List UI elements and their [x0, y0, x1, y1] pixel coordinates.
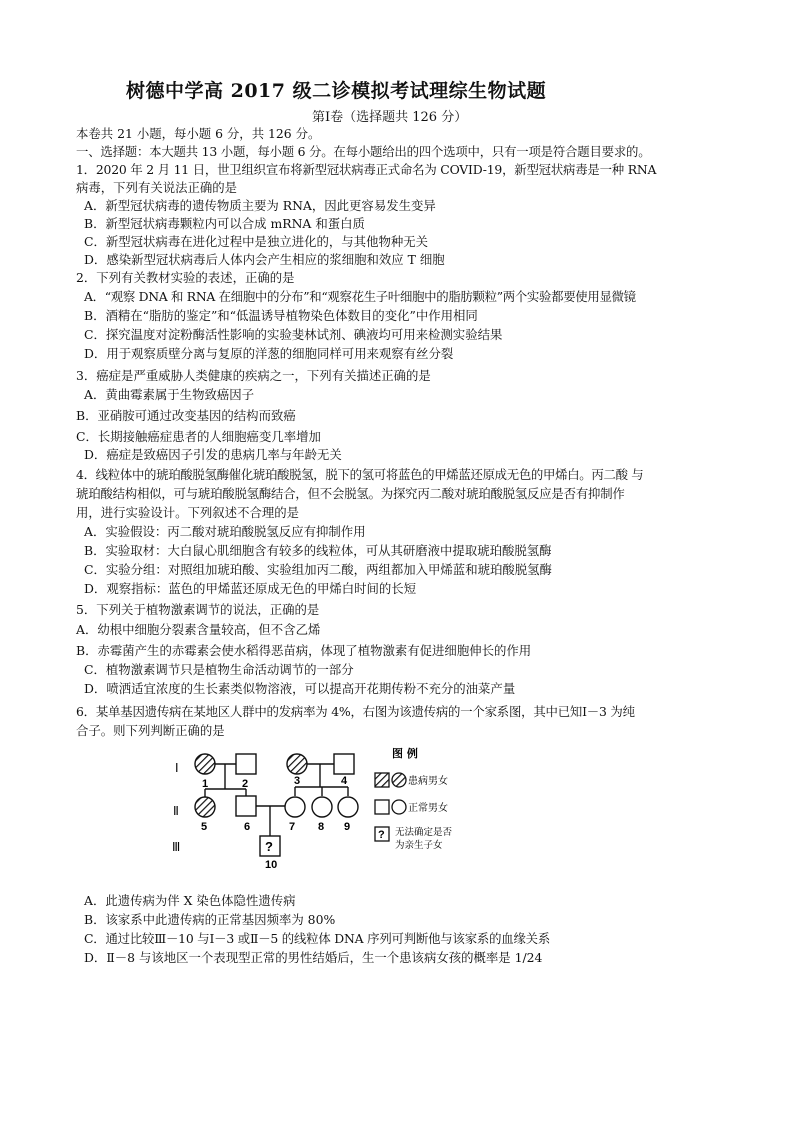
q6-stem-line-2: 合子。则下列判断正确的是 [76, 723, 225, 738]
q1-option-a: A．新型冠状病毒的遗传物质主要为 RNA，因此更容易发生变异 [84, 198, 436, 213]
q1-stem-line-2: 病毒，下列有关说法正确的是 [76, 180, 238, 195]
individual-4-normal-male [334, 754, 354, 774]
q6-option-b: B．该家系中此遗传病的正常基因频率为 80% [84, 912, 336, 927]
q2-option-d: D．用于观察质壁分离与复原的洋葱的细胞同样可用来观察有丝分裂 [84, 346, 454, 361]
individual-8-normal-female [312, 797, 332, 817]
q1-option-d: D．感染新型冠状病毒后人体内会产生相应的浆细胞和效应 T 细胞 [84, 252, 445, 267]
generation-label-iii: Ⅲ [172, 840, 181, 854]
section-subtitle: 第Ⅰ卷（选择题共 126 分） [312, 110, 468, 125]
label-individual-3: 3 [294, 775, 301, 787]
q5-option-b: B．赤霉菌产生的赤霉素会使水稻得恶苗病，体现了植物激素有促进细胞伸长的作用 [76, 643, 532, 658]
q4-stem-line-1: 4．线粒体中的琥珀酸脱氢酶催化琥珀酸脱氢，脱下的氢可将蓝色的甲烯蓝还原成无色的甲烯白。丙二酸 与 [76, 467, 644, 482]
label-individual-9: 9 [344, 821, 351, 833]
individual-3-affected-female [287, 754, 307, 774]
q3-option-d: D．癌症是致癌因子引发的患病几率与年龄无关 [84, 447, 342, 462]
legend-normal-male-symbol [375, 800, 389, 814]
legend-affected-label: 患病男女 [408, 776, 448, 787]
paper-intro: 本卷共 21 小题，每小题 6 分，共 126 分。 [76, 126, 321, 141]
q2-option-c: C．探究温度对淀粉酶活性影响的实验斐林试剂、碘液均可用来检测实验结果 [84, 327, 503, 342]
individual-1-affected-female [195, 754, 215, 774]
individual-5-affected-female [195, 797, 215, 817]
q3-option-a: A．黄曲霉素属于生物致癌因子 [84, 387, 255, 402]
q5-stem: 5．下列关于植物激素调节的说法，正确的是 [76, 602, 320, 617]
unknown-parentage-mark: ? [265, 839, 273, 854]
q6-option-c: C．通过比较Ⅲ－10 与Ⅰ－3 或Ⅱ－5 的线粒体 DNA 序列可判断他与该家系的血缘关系 [84, 931, 551, 946]
q2-stem: 2．下列有关教材实验的表述，正确的是 [76, 270, 295, 285]
q3-stem: 3．癌症是严重威胁人类健康的疾病之一，下列有关描述正确的是 [76, 368, 431, 383]
q6-option-a: A．此遗传病为伴 X 染色体隐性遗传病 [84, 893, 296, 908]
label-individual-4: 4 [341, 775, 348, 787]
pedigree-chart [170, 743, 470, 873]
q4-stem-line-2: 琥珀酸结构相似，可与琥珀酸脱氢酶结合，但不会脱氢。为探究丙二酸对琥珀酸脱氢反应是否有抑制作 [76, 486, 625, 501]
q6-stem-line-1: 6．某单基因遗传病在某地区人群中的发病率为 4%，右图为该遗传病的一个家系图，其中已知Ⅰ－3 为纯 [76, 704, 635, 719]
generation-label-ii: Ⅱ [173, 804, 179, 818]
legend-normal-female-symbol [392, 800, 406, 814]
q1-stem-line-1: 1．2020 年 2 月 11 日，世卫组织宣布将新型冠状病毒正式命名为 COVID-19，新型冠状病毒是一种 RNA [76, 162, 657, 177]
label-individual-8: 8 [318, 821, 325, 833]
q4-option-a: A．实验假设：丙二酸对琥珀酸脱氢反应有抑制作用 [84, 524, 366, 539]
q5-option-d: D．喷洒适宜浓度的生长素类似物溶液，可以提高开花期传粉不充分的油菜产量 [84, 681, 516, 696]
label-individual-2: 2 [242, 778, 249, 790]
q3-option-c: C．长期接触癌症患者的人细胞癌变几率增加 [76, 429, 321, 444]
q6-option-d: D．Ⅱ－8 与该地区一个表现型正常的男性结婚后，生一个患该病女孩的概率是 1/24 [84, 950, 543, 965]
q4-stem-line-3: 用，进行实验设计。下列叙述不合理的是 [76, 505, 300, 520]
q1-option-b: B．新型冠状病毒颗粒内可以合成 mRNA 和蛋白质 [84, 216, 365, 231]
q2-option-b: B．酒精在“脂肪的鉴定”和“低温诱导植物染色体数目的变化”中作用相同 [84, 308, 478, 323]
legend-unknown-label-line-1: 无法确定是否 [395, 827, 453, 838]
label-individual-5: 5 [201, 821, 208, 833]
q5-option-a: A．幼根中细胞分裂素含量较高，但不含乙烯 [76, 622, 321, 637]
q2-option-a: A．“观察 DNA 和 RNA 在细胞中的分布”和“观察花生子叶细胞中的脂肪颗粒”两个实验都要使用显微镜 [84, 289, 636, 304]
q3-option-b: B．亚硝胺可通过改变基因的结构而致癌 [76, 408, 296, 423]
legend-affected-male-symbol [375, 773, 389, 787]
legend-unknown-label-line-2: 为亲生子女 [395, 840, 443, 851]
q5-option-c: C．植物激素调节只是植物生命活动调节的一部分 [84, 662, 354, 677]
section-instructions: 一、选择题：本大题共 13 小题，每小题 6 分。在每小题给出的四个选项中，只有一项是符合题目要求的。 [76, 144, 651, 159]
legend-title: 图 例 [392, 747, 418, 760]
label-individual-7: 7 [289, 821, 296, 833]
label-individual-1: 1 [202, 778, 209, 790]
q4-option-d: D．观察指标：蓝色的甲烯蓝还原成无色的甲烯白时间的长短 [84, 581, 417, 596]
label-individual-10: 10 [265, 859, 278, 871]
individual-6-normal-male [236, 796, 256, 816]
individual-7-normal-female [285, 797, 305, 817]
legend-affected-female-symbol [392, 773, 406, 787]
legend-normal-label: 正常男女 [408, 803, 448, 814]
individual-9-normal-female [338, 797, 358, 817]
q4-option-c: C．实验分组：对照组加琥珀酸、实验组加丙二酸，两组都加入甲烯蓝和琥珀酸脱氢酶 [84, 562, 552, 577]
individual-2-normal-male [236, 754, 256, 774]
label-individual-6: 6 [244, 821, 251, 833]
q1-option-c: C．新型冠状病毒在进化过程中是独立进化的，与其他物种无关 [84, 234, 429, 249]
exam-title: 树德中学高 2017 级二诊模拟考试理综生物试题 [126, 80, 547, 102]
legend-unknown-mark: ? [378, 829, 385, 841]
q4-option-b: B．实验取材：大白鼠心肌细胞含有较多的线粒体，可从其研磨液中提取琥珀酸脱氢酶 [84, 543, 552, 558]
generation-label-i: Ⅰ [175, 761, 179, 775]
